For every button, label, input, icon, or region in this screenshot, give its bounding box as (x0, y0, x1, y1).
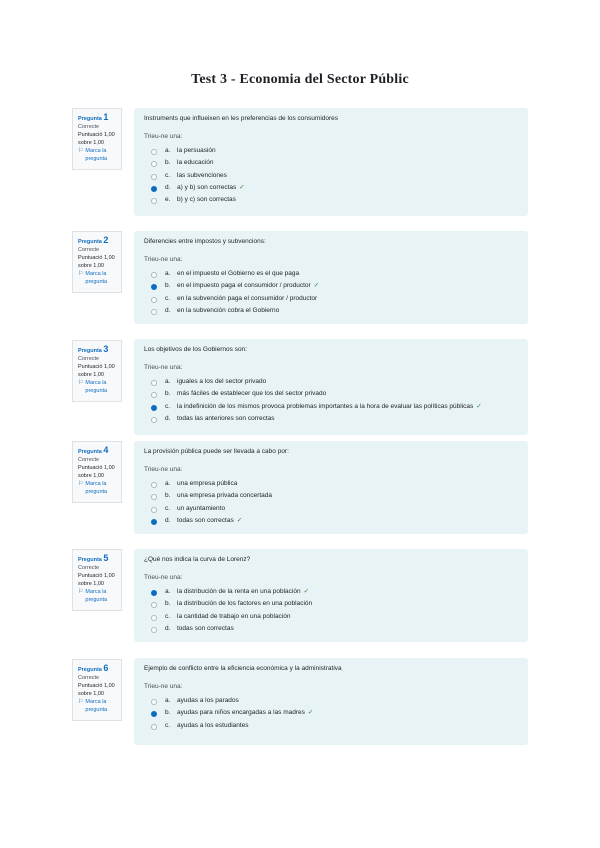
question-number-value: 5 (103, 553, 109, 563)
answer-letter: c. (165, 294, 171, 302)
answer-label: la indefinición de los mismos provoca problemas importantes a la hora de evaluar las políticas públicas (177, 402, 474, 410)
answer-letter: b. (165, 390, 171, 398)
answer-text (177, 598, 312, 610)
answer-text (177, 376, 266, 388)
answer-letter: a. (165, 270, 171, 277)
answer-option[interactable] (144, 401, 518, 413)
question-grade: Puntuació 1,00 sobre 1,00 (78, 683, 115, 697)
flag-icon: ⚐ (78, 380, 84, 386)
answer-label: más fáciles de establecer que los del sector privado (177, 390, 327, 398)
answer-option[interactable] (144, 611, 518, 623)
question-text: ¿Qué nos indica la curva de Lorenz? (144, 556, 251, 563)
answer-letter: d. (165, 183, 171, 191)
answer-letter: c. (165, 504, 171, 512)
answer-radio[interactable] (151, 519, 157, 525)
answer-text (177, 305, 279, 317)
answer-radio[interactable] (151, 198, 157, 204)
answer-label: la cantidad de trabajo en una población (177, 612, 291, 620)
flag-question-link[interactable] (78, 379, 116, 395)
answer-letter: c. (165, 612, 171, 620)
question-state: Correcte (78, 675, 100, 681)
answer-label: las subvenciones (177, 171, 227, 179)
answer-label: en el impuesto paga el consumidor / productor (177, 282, 311, 290)
question-grade: Puntuació 1,00 sobre 1,00 (78, 132, 115, 146)
answer-letter: c. (165, 721, 171, 729)
answer-radio[interactable] (151, 711, 157, 717)
question-content (134, 339, 528, 435)
answer-option[interactable] (144, 503, 518, 515)
question-content (134, 108, 528, 216)
check-icon: ✓ (313, 282, 320, 290)
question-number-value: 6 (103, 663, 109, 673)
question-number-value: 2 (103, 235, 109, 245)
answer-radio[interactable] (151, 174, 157, 180)
question-number (78, 664, 116, 674)
question-label: Pregunta (78, 348, 102, 354)
question-label: Pregunta (78, 667, 102, 673)
check-icon: ✓ (239, 183, 245, 191)
question-info (72, 231, 122, 293)
answer-text (177, 145, 216, 157)
question-number-value: 1 (103, 112, 109, 122)
answer-text (177, 611, 290, 623)
question-text: La provisión pública puede ser llevada a cabo por: (144, 448, 289, 455)
answer-label: ayudas para niños encargadas a las madres (177, 709, 305, 717)
question-info (72, 108, 122, 170)
answer-text (177, 623, 234, 635)
question-number (78, 446, 116, 456)
answer-radio[interactable] (151, 724, 157, 730)
answer-option[interactable] (144, 413, 518, 425)
answer-option[interactable] (144, 194, 518, 206)
question-grade: Puntuació 1,00 sobre 1,00 (78, 364, 115, 378)
question-content (134, 658, 528, 745)
answer-label: todas son correctas (177, 516, 234, 524)
question-label: Pregunta (78, 449, 102, 455)
question-info (72, 659, 122, 721)
answer-text (177, 182, 245, 194)
question-content (134, 441, 528, 534)
answer-radio[interactable] (151, 297, 157, 303)
answer-label: todas las anteriores son correctas (177, 414, 275, 422)
answer-label: la educación (177, 159, 214, 167)
answer-letter: c. (165, 171, 171, 179)
check-icon: ✓ (476, 402, 482, 410)
answer-letter: b. (165, 600, 171, 608)
answer-label: b) y c) son correctas (177, 196, 236, 204)
answer-text (177, 293, 317, 305)
question-label: Pregunta (78, 239, 102, 245)
question-text: Diferencies entre impostos y subvencions: (144, 238, 266, 245)
answer-option[interactable] (144, 305, 518, 317)
answer-option[interactable] (144, 515, 518, 527)
answer-text (177, 515, 242, 527)
answer-label: iguales a los del sector privado (177, 378, 267, 385)
flag-question-link[interactable] (78, 698, 116, 714)
answer-prompt: Trieu-ne una: (144, 256, 183, 263)
flag-icon: ⚐ (78, 699, 84, 705)
question-number (78, 554, 116, 564)
answer-radio[interactable] (151, 507, 157, 513)
answer-text (177, 503, 225, 515)
answer-letter: a. (165, 588, 171, 595)
question-content (134, 231, 528, 324)
question-content (134, 549, 528, 642)
answer-letter: d. (165, 306, 171, 314)
answer-radio[interactable] (151, 699, 157, 705)
answer-text (177, 280, 319, 292)
answer-text (177, 170, 227, 182)
answer-label: la distribución de los factores en una población (177, 600, 313, 608)
flag-question-label: Marca la pregunta (85, 481, 108, 495)
answer-label: ayudas a los parados (177, 697, 239, 704)
question-grade: Puntuació 1,00 sobre 1,00 (78, 573, 115, 587)
flag-icon: ⚐ (78, 589, 84, 595)
question-label: Pregunta (78, 116, 102, 122)
answer-letter: b. (165, 282, 171, 290)
answer-option[interactable] (144, 280, 518, 292)
page-title: Test 3 - Economia del Sector Públic (191, 72, 409, 87)
answer-prompt: Trieu-ne una: (144, 683, 183, 690)
answer-letter: d. (165, 414, 171, 422)
answer-label: en la subvención paga el consumidor / productor (177, 294, 318, 302)
answer-radio[interactable] (151, 627, 157, 633)
answer-text (177, 707, 313, 719)
answer-prompt: Trieu-ne una: (144, 133, 183, 140)
check-icon: ✓ (236, 516, 243, 524)
answer-radio[interactable] (151, 602, 157, 608)
question-label: Pregunta (78, 557, 102, 563)
answer-text (177, 695, 239, 707)
answer-letter: b. (165, 492, 171, 500)
answer-letter: b. (165, 159, 171, 167)
answer-option[interactable] (144, 157, 518, 169)
answer-letter: d. (165, 624, 171, 632)
answer-letter: d. (165, 516, 171, 524)
check-icon: ✓ (303, 588, 310, 595)
answer-radio[interactable] (151, 309, 157, 315)
answer-text (177, 478, 237, 490)
answer-option[interactable] (144, 707, 518, 719)
answer-radio[interactable] (151, 161, 157, 167)
question-state: Correcte (78, 124, 100, 130)
answer-text (177, 401, 482, 413)
answer-radio[interactable] (151, 615, 157, 621)
answer-label: una empresa privada concertada (177, 492, 273, 500)
answer-option[interactable] (144, 182, 518, 194)
question-state: Correcte (78, 565, 100, 571)
answer-text (177, 194, 236, 206)
answer-prompt: Trieu-ne una: (144, 364, 183, 371)
flag-icon: ⚐ (78, 148, 84, 154)
flag-icon: ⚐ (78, 271, 84, 277)
answer-radio[interactable] (151, 494, 157, 500)
answer-letter: a. (165, 480, 171, 487)
answer-option[interactable] (144, 145, 518, 157)
answer-prompt: Trieu-ne una: (144, 574, 183, 581)
answer-label: todas son correctas (177, 624, 234, 632)
answer-option[interactable] (144, 598, 518, 610)
answer-option[interactable] (144, 720, 518, 732)
answer-radio[interactable] (151, 417, 157, 423)
question-number (78, 236, 116, 246)
answer-letter: b. (165, 709, 171, 717)
question-state: Correcte (78, 247, 100, 253)
question-text: Los objetivos de los Gobiernos son: (144, 346, 247, 353)
answer-radio[interactable] (151, 590, 157, 596)
answer-label: ayudas a los estudiantes (177, 721, 249, 729)
answer-radio[interactable] (151, 272, 157, 278)
answer-label: a) y b) son correctas (177, 183, 237, 191)
answer-option[interactable] (144, 490, 518, 502)
answer-label: la distribución de la renta en una población (177, 588, 301, 595)
flag-question-label: Marca la pregunta (85, 271, 108, 285)
answer-letter: e. (165, 196, 171, 204)
answer-letter: a. (165, 697, 171, 704)
check-icon: ✓ (307, 709, 314, 717)
question-grade: Puntuació 1,00 sobre 1,00 (78, 255, 115, 269)
question-grade: Puntuació 1,00 sobre 1,00 (78, 465, 115, 479)
question-state: Correcte (78, 457, 100, 463)
answer-option[interactable] (144, 293, 518, 305)
answer-letter: a. (165, 378, 171, 385)
flag-icon: ⚐ (78, 481, 84, 487)
flag-question-label: Marca la pregunta (85, 589, 108, 603)
answer-option[interactable] (144, 388, 518, 400)
answer-text (177, 413, 275, 425)
answer-radio[interactable] (151, 186, 157, 192)
answer-text (177, 586, 309, 598)
question-text: Instruments que influeixen en les preferencias de los consumidores (144, 115, 339, 122)
flag-question-link[interactable] (78, 588, 116, 604)
question-number-value: 3 (103, 344, 109, 354)
answer-radio[interactable] (151, 284, 157, 290)
answer-option[interactable] (144, 586, 518, 598)
answer-label: en el impuesto el Gobierno es el que paga (177, 270, 300, 277)
flag-question-link[interactable] (78, 270, 116, 286)
answer-radio[interactable] (151, 482, 157, 488)
answer-radio[interactable] (151, 392, 157, 398)
answer-text (177, 268, 299, 280)
answer-option[interactable] (144, 695, 518, 707)
answer-radio[interactable] (151, 405, 157, 411)
answer-radio[interactable] (151, 149, 157, 155)
answer-radio[interactable] (151, 380, 157, 386)
flag-question-label: Marca la pregunta (85, 380, 108, 394)
flag-question-link[interactable] (78, 480, 116, 496)
question-info (72, 441, 122, 503)
answer-letter: a. (165, 147, 171, 154)
answer-letter: c. (165, 402, 171, 410)
flag-question-link[interactable] (78, 147, 116, 163)
answer-label: en la subvención cobra el Gobierno (177, 306, 280, 314)
question-text: Ejemplo de conflicto entre la eficiencia económica y la administrativa (144, 665, 342, 672)
answer-option[interactable] (144, 623, 518, 635)
answer-option[interactable] (144, 268, 518, 280)
flag-question-label: Marca la pregunta (85, 699, 108, 713)
answer-option[interactable] (144, 376, 518, 388)
answer-text (177, 388, 326, 400)
answer-text (177, 490, 272, 502)
answer-prompt: Trieu-ne una: (144, 466, 183, 473)
answer-option[interactable] (144, 170, 518, 182)
question-state: Correcte (78, 356, 100, 362)
question-number-value: 4 (103, 445, 109, 455)
question-info (72, 549, 122, 611)
flag-question-label: Marca la pregunta (85, 148, 108, 162)
answer-text (177, 720, 249, 732)
answer-label: un ayuntamiento (177, 504, 226, 512)
question-number (78, 113, 116, 123)
answer-option[interactable] (144, 478, 518, 490)
answer-label: la persuasión (177, 147, 216, 154)
answer-label: una empresa pública (177, 480, 238, 487)
question-info (72, 340, 122, 402)
answer-text (177, 157, 214, 169)
question-number (78, 345, 116, 355)
